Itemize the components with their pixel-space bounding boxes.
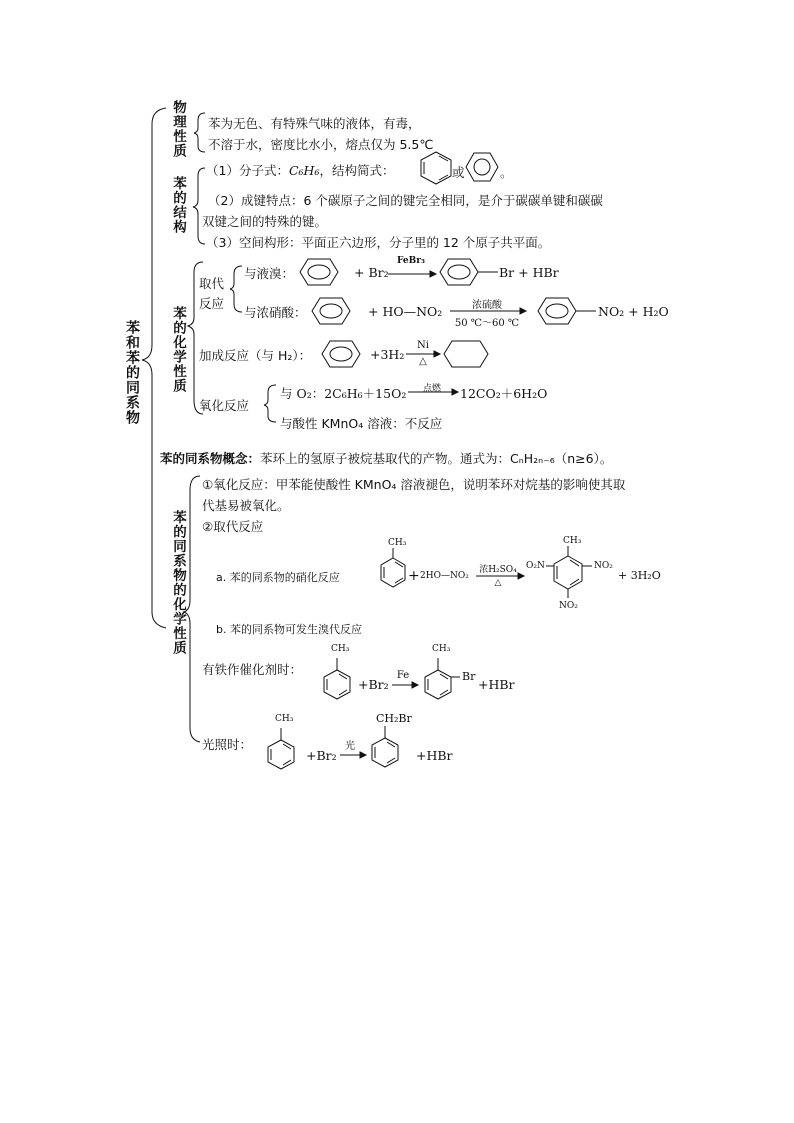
struct-brace	[193, 168, 205, 244]
space-structure: （3）空间构形：平面正六边形，分子里的 12 个原子共平面。	[206, 235, 551, 250]
toluene-light-reactant	[268, 728, 294, 769]
tnt-no2-right: NO₂	[594, 561, 613, 571]
tnt-product	[546, 546, 592, 598]
homolog-nitration-reagent: 2HO—NO₂	[420, 571, 469, 581]
toluene-fe-product	[425, 658, 460, 699]
homolog-concept	[160, 449, 612, 467]
struct-formula-mid: ，结构简式：	[319, 163, 395, 178]
bromine-label: 与液溴：	[244, 266, 295, 281]
light-plus-hbr: +HBr	[416, 748, 453, 763]
bromine-br2: + Br₂	[354, 265, 389, 280]
addition-label: 加成反应（与 H₂）：	[199, 348, 312, 363]
main-title: 苯和苯的同系物	[124, 320, 140, 425]
oxygen-right: 12CO₂＋6H₂O	[460, 386, 548, 401]
light-cond: 光	[345, 741, 355, 752]
struct-or: 或	[452, 165, 465, 180]
bromination-product-ring	[440, 259, 498, 285]
fe-plus-br2: +Br₂	[358, 677, 389, 692]
oxygen-left: 与 O₂：2C₆H₆＋15O₂	[280, 386, 407, 401]
struct-heading: 苯的结构	[170, 176, 186, 234]
subst-label-2: 反应	[199, 296, 225, 311]
addition-reactant-ring	[322, 341, 360, 367]
light-label: 光照时：	[202, 737, 253, 752]
fe-product-ch3: CH₃	[432, 644, 451, 654]
molecular-formula: C₆H₆	[288, 163, 320, 178]
toluene-fe-reactant	[324, 658, 350, 699]
nitration-cond-top: 浓硫酸	[472, 300, 502, 311]
phys-line-1: 苯为无色、有特殊气味的液体，有毒，	[208, 116, 421, 131]
bond-line-2: 双键之间的特殊的键。	[202, 214, 328, 229]
toluene-nitration-reactant	[381, 548, 405, 587]
toluene-ch3-1: CH₃	[388, 538, 407, 548]
addition-catalyst: Ni	[417, 340, 429, 351]
homolog-nitration-cond: 浓H₂SO₄	[479, 565, 517, 575]
nitration-product-ring	[538, 298, 596, 324]
benzene-circle-structure	[466, 153, 498, 181]
subst-brace	[230, 266, 242, 312]
bromination-arrow	[388, 271, 436, 277]
oxidation-label: 氧化反应	[199, 398, 250, 413]
fe-reactant-ch3: CH₃	[331, 644, 350, 654]
bromine-product: Br + HBr	[499, 265, 559, 280]
plus-sign-1: +	[408, 568, 420, 584]
light-reactant-ch3: CH₃	[275, 714, 294, 724]
homolog-nitration-label: a. 苯的同系物的硝化反应	[216, 571, 340, 584]
homolog-nitration-heat: △	[494, 578, 502, 588]
light-arrow	[340, 752, 366, 758]
nitration-reagent: + HO—NO₂	[368, 304, 443, 319]
bromination-reactant-ring	[300, 259, 338, 285]
tnt-product-water: + 3H₂O	[618, 569, 661, 582]
homolog-sub-heading: ②取代反应	[202, 519, 264, 534]
kmno4-line: 与酸性 KMnO₄ 溶液：不反应	[280, 416, 443, 431]
homolog-concept-text: 苯环上的氢原子被烷基取代的产物。通式为：CₙH₂ₙ₋₆（n≥6）。	[260, 451, 613, 466]
fe-plus-hbr: +HBr	[478, 677, 515, 692]
struct-period: 。	[500, 165, 513, 180]
subst-label-1: 取代	[199, 276, 225, 291]
nitration-label: 与浓硝酸：	[244, 305, 307, 320]
benzyl-bromide-product	[372, 726, 398, 767]
fe-cond: Fe	[396, 670, 410, 681]
oxid-brace	[264, 385, 276, 422]
fe-product-br: Br	[462, 670, 476, 683]
tnt-ch3: CH₃	[563, 536, 582, 546]
fe-label: 有铁作催化剂时：	[202, 662, 303, 677]
struct-formula-line	[206, 161, 394, 179]
homolog-concept-heading: 苯的同系物概念：	[160, 451, 261, 466]
phys-brace	[194, 113, 205, 152]
bond-line-1: （2）成键特点：6 个碳原子之间的键完全相同，是介于碳碳单键和碳碳	[208, 193, 603, 208]
homolog-ox-line-2: 代基易被氧化。	[202, 498, 290, 513]
nitration-reactant-ring	[312, 298, 350, 324]
oxygen-cond: 点燃	[422, 384, 441, 394]
kekule-benzene	[421, 152, 451, 184]
tnt-no2-bottom: NO₂	[559, 601, 578, 611]
cyclohexane	[444, 341, 488, 367]
bromine-catalyst: FeBr₃	[397, 256, 425, 266]
homolog-ox-line-1: ①氧化反应：甲苯能使酸性 KMnO₄ 溶液褪色，说明苯环对烷基的影响使其取	[202, 477, 626, 492]
nitration-product: NO₂ + H₂O	[598, 304, 669, 319]
light-plus-br2: +Br₂	[306, 748, 337, 763]
homolog-bromination-label: b. 苯的同系物可发生溴代反应	[216, 623, 362, 636]
nitration-cond-bottom: 50 ℃～60 ℃	[454, 318, 520, 329]
light-product-ch2br: CH₂Br	[376, 712, 412, 725]
addition-reagent: +3H₂	[370, 347, 405, 362]
tnt-o2n: O₂N	[526, 561, 545, 571]
chem-heading: 苯的化学性质	[170, 306, 186, 393]
phys-line-2: 不溶于水，密度比水小，熔点仅为 5.5℃	[208, 137, 434, 152]
main-brace	[142, 108, 166, 628]
phys-heading: 物理性质	[170, 100, 186, 158]
fe-arrow	[392, 682, 418, 688]
struct-formula-prefix: （1）分子式：	[206, 163, 289, 178]
homolog-chem-heading: 苯的同系物的化学性质	[170, 510, 186, 655]
addition-heat: △	[419, 356, 427, 367]
